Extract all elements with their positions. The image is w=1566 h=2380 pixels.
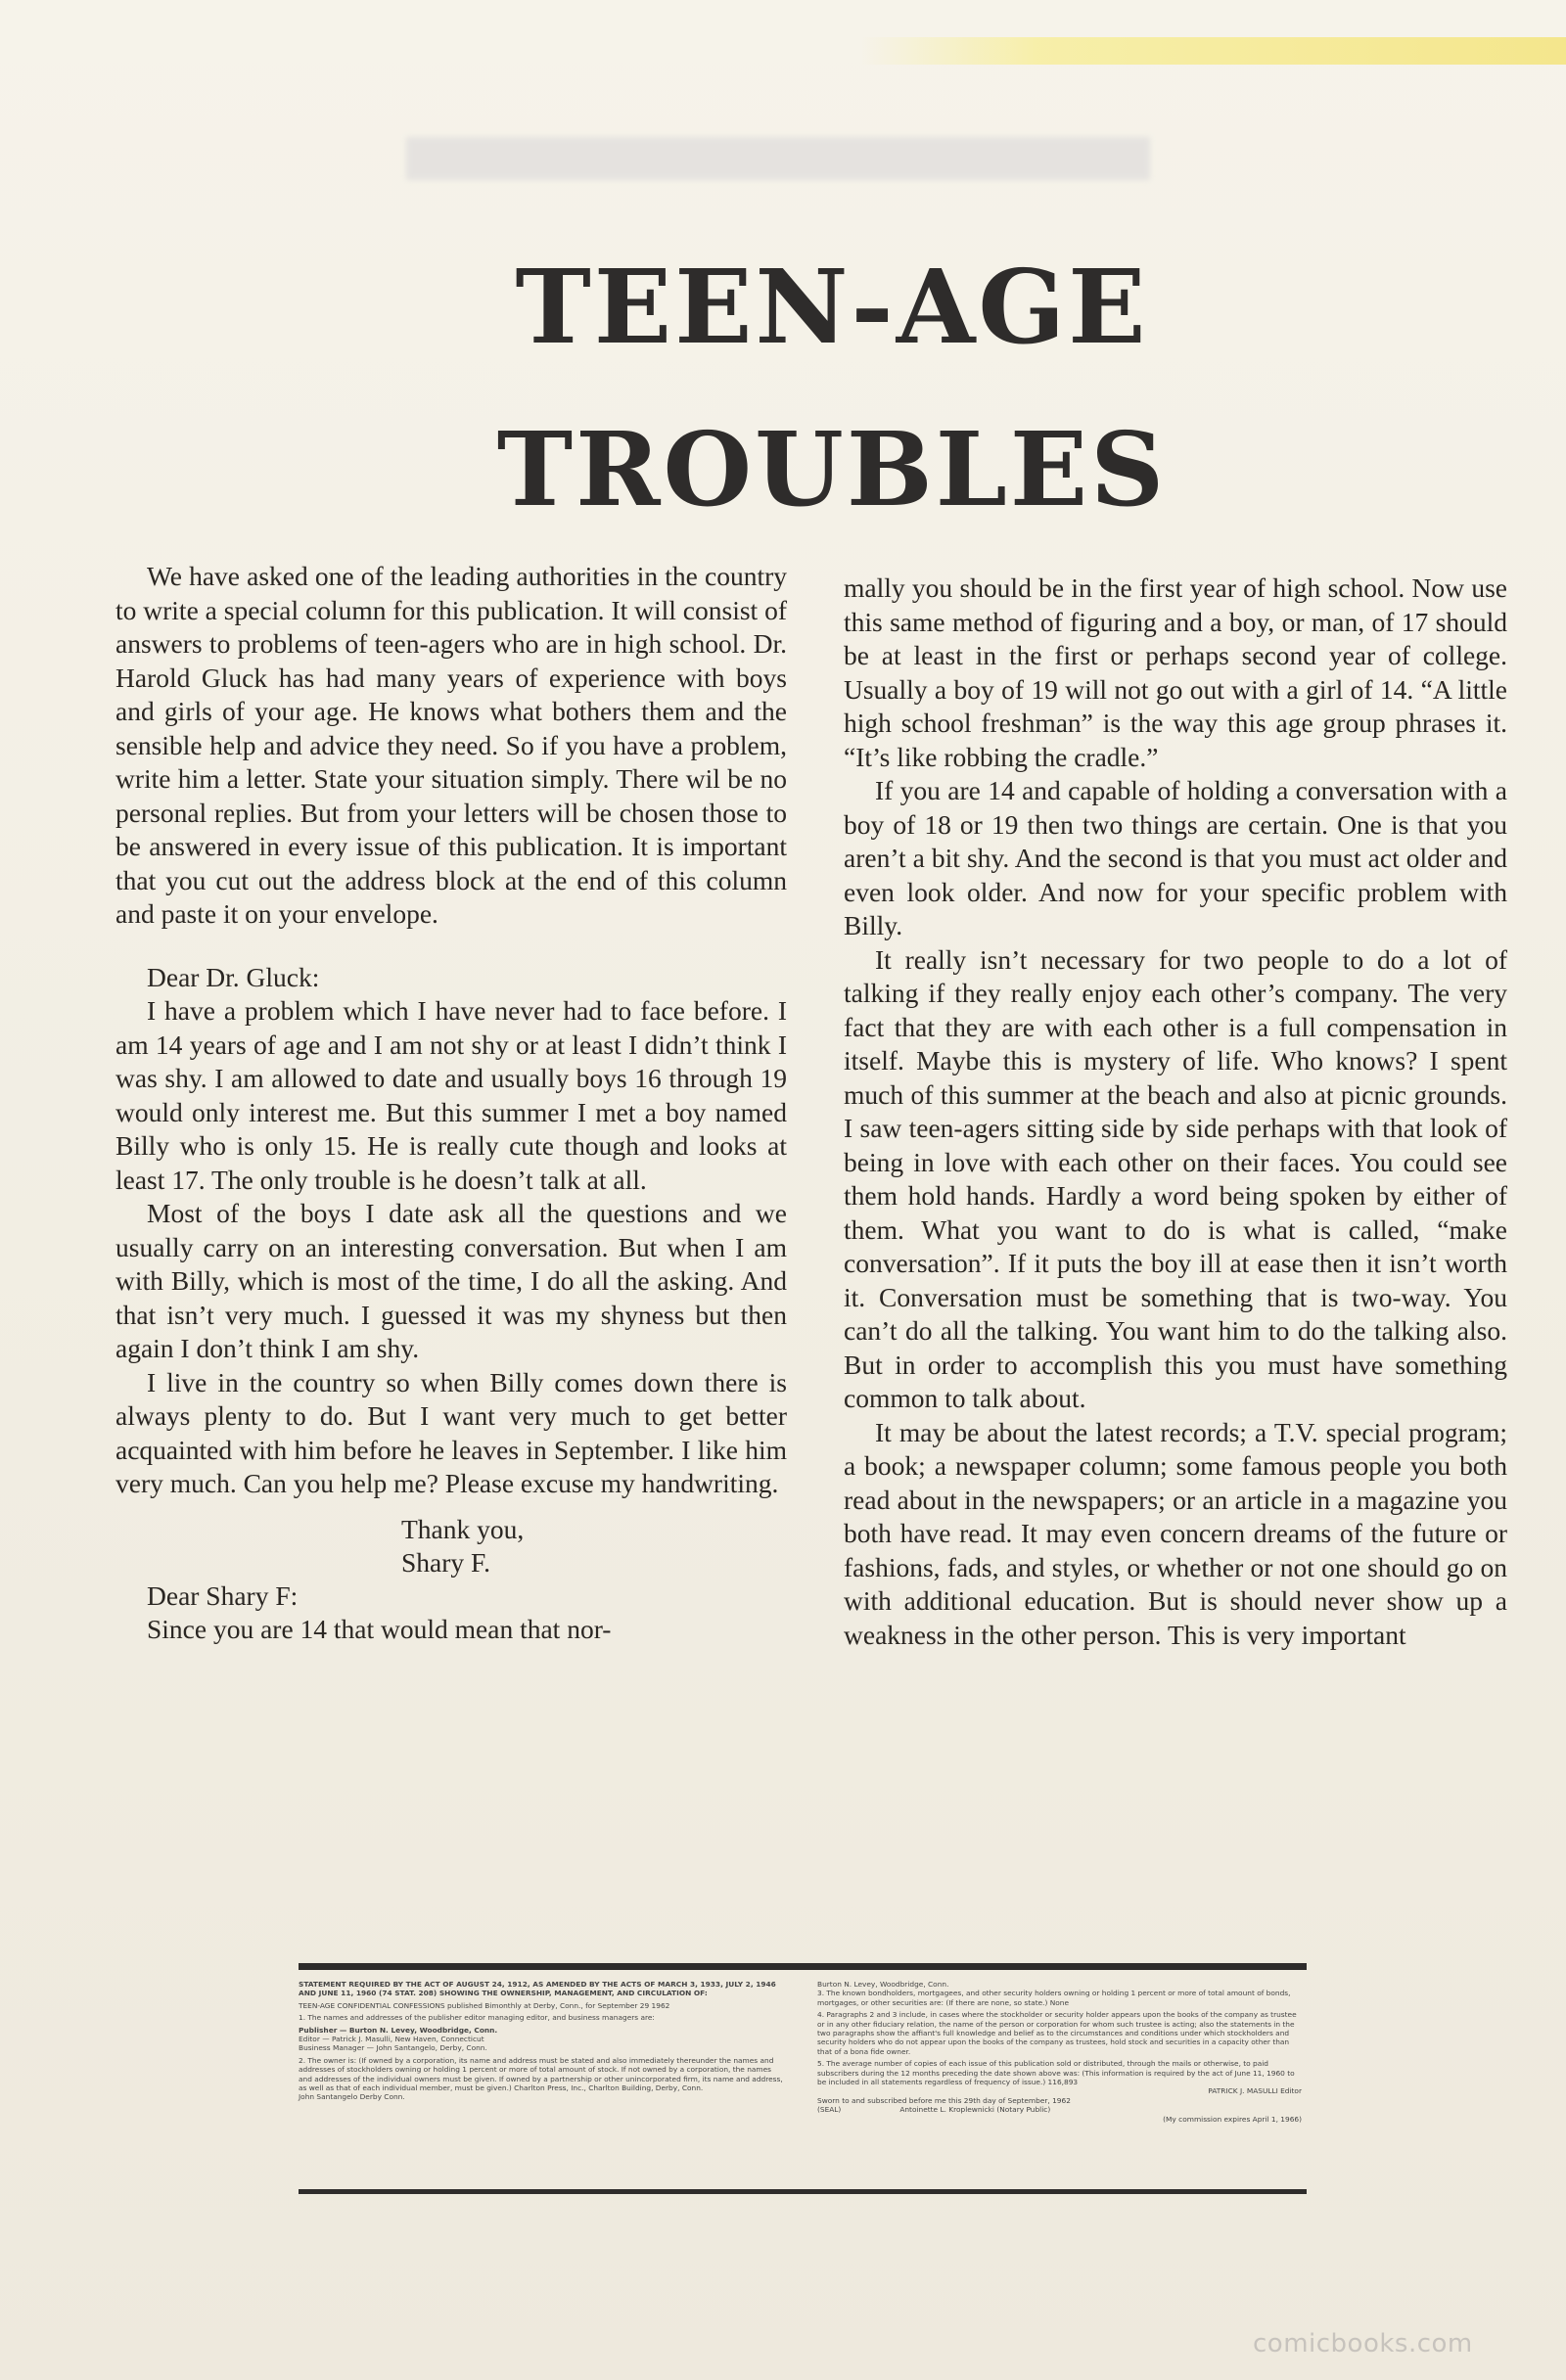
- title-line-1: TEEN-AGE: [515, 247, 1149, 367]
- statement-item-4: 4. Paragraphs 2 and 3 include, in cases where the stockholder or security holder appears upon the books of the company as trustee or in any other fiduciary relation, the name of the person or corporation for whom such trustee is acting; also the statements in the two paragraphs show the affiant's full knowledge and belief as to the circumstances and conditions under which stockholders and security holders who do not appear upon the books of the company as trustees, hold stock and securities in a capacity other than that of a bona fide owner.: [817, 2010, 1297, 2056]
- statement-owner-3: Burton N. Levey, Woodbridge, Conn.: [817, 1980, 949, 1989]
- left-column: [115, 560, 787, 1647]
- yellow-paper-strip: [861, 37, 1566, 65]
- statement-sworn: Sworn to and subscribed before me this 29th day of September, 1962: [817, 2095, 1071, 2105]
- statement-editor: Editor — Patrick J. Masulli, New Haven, Connecticut: [299, 2035, 484, 2044]
- statement-seal: (SEAL): [817, 2105, 842, 2115]
- signoff-thanks: Thank you,: [401, 1513, 525, 1544]
- letter-paragraph-3: I live in the country so when Billy comes down there is always plenty to do. But I want very much to get better acquainted with him before he leaves in September. I like him very much. Can you help me? Please excuse my handwriting.: [115, 1366, 787, 1498]
- statement-item-1: 1. The names and addresses of the publisher editor managing editor, and business managers are:: [299, 2013, 655, 2023]
- statement-notary: Antoinette L. Kroplewnicki (Notary Public): [899, 2105, 1051, 2115]
- reply-paragraph-1: mally you should be in the first year of high school. Now use this same method of figuring and a boy, or man, of 17 should be at least in the first or perhaps second year of college. Usually a boy of 19 will not go out with a girl of 14. “A little high school freshman” is the way this age group phrases it. “It’s like robbing the cradle.”: [844, 572, 1507, 772]
- statement-heading: STATEMENT REQUIRED BY THE ACT OF AUGUST 24, 1912, AS AMENDED BY THE ACTS OF MARCH 3, 1933, JULY 2, 1946 AND JUNE 11, 1960 (74 STAT. 208) SHOWING THE OWNERSHIP, MANAGEMENT, AND CIRCULATION OF:: [299, 1980, 776, 1998]
- letter-paragraph-2: Most of the boys I date ask all the questions and we usually carry on an interesting conversation. But when I am with Billy, which is most of the time, I do all the asking. And that isn’t very much. I guessed it was my shyness but then again I don’t think I am shy.: [115, 1198, 787, 1363]
- show-through-ghost-text: [406, 137, 1150, 180]
- statement-business-manager: Business Manager — John Santangelo, Derby, Conn.: [299, 2043, 487, 2053]
- statement-publisher: Publisher — Burton N. Levey, Woodbridge, Conn.: [299, 2025, 498, 2035]
- right-column: [844, 572, 1507, 1652]
- signoff-name: Shary F.: [401, 1546, 490, 1578]
- reply-paragraph-2: If you are 14 and capable of holding a conversation with a boy of 18 or 19 then two things are certain. One is that you aren’t a bit shy. And the second is that you must act older and even look older. And now for your specific problem with Billy.: [844, 775, 1507, 940]
- statement-owner-2: John Santangelo Derby Conn.: [299, 2092, 405, 2102]
- ownership-statement: [299, 1963, 1307, 2194]
- intro-paragraph: We have asked one of the leading authorities in the country to write a special column for this publication. It will consist of answers to problems of teen-agers who are in high school. Dr. Harold Gluck has had many years of experience with boys and girls of your age. He knows what bothers them and the sensible help and advice they need. So if you have a problem, write him a letter. State your situation simply. There wil be no personal replies. But from your letters will be chosen those to be answered in every issue of this publication. It is important that you cut out the address block at the end of this column and paste it on your envelope.: [115, 561, 787, 929]
- salutation-dr-gluck: Dear Dr. Gluck:: [147, 961, 320, 992]
- statement-item-2: 2. The owner is: (If owned by a corporation, its name and address must be stated and also immediately thereunder the names and addresses of stockholders owning or holding 1 percent or more of total amount of stock. If not owned by a corporation, the names and addresses of the individual owners must be given. If owned by a partnership or other unincorporated firm, its name and address, as well as that of each individual member, must be given.) Charlton Press, Inc., Charlton Building, Derby, Conn.: [299, 2055, 783, 2093]
- reply-paragraph-3: It really isn’t necessary for two people to do a lot of talking if they really enjoy each other’s company. The very fact that they are with each other is a full compensation in itself. Maybe this is mystery of life. Who knows? I spent much of this summer at the beach and also at picnic grounds. I saw teen-agers sitting side by side perhaps with that look of being in love with each other on their faces. You could see them hold hands. Hardly a word being spoken by either of them. What you want to do is what is called, “make conversation”. If it puts the boy ill at ease then it isn’t worth it. Conversation must be something that is two-way. You can’t do all the talking. You want him to do the talking also. But in order to accomplish this you must have something common to talk about.: [844, 943, 1507, 1413]
- salutation-shary: Dear Shary F:: [147, 1579, 299, 1611]
- statement-left-column: [299, 1980, 783, 2105]
- site-watermark: comicbooks.com: [1253, 2329, 1473, 2358]
- statement-commission: (My commission expires April 1, 1966): [1163, 2114, 1302, 2124]
- title-line-2: TROUBLES: [496, 409, 1168, 529]
- statement-signature: PATRICK J. MASULLI Editor: [1208, 2086, 1302, 2096]
- letter-paragraph-1: I have a problem which I have never had to face before. I am 14 years of age and I am not shy or at least I didn’t think I was shy. I am allowed to date and usually boys 16 through 19 would only interest me. But this summer I met a boy named Billy who is only 15. He is really cute though and looks at least 17. The only trouble is he doesn’t talk at all.: [115, 995, 787, 1195]
- statement-item-5: 5. The average number of copies of each issue of this publication sold or distributed, through the mails or otherwise, to paid subscribers during the 12 months preceding the date shown above was: (This information is required by the act of June 11, 1960 to be included in all statements regardless of frequency of issue.) 116,893: [817, 2059, 1295, 2087]
- reply-paragraph-4: It may be about the latest records; a T.V. special program; a book; a newspaper column; some famous people you both read about in the newspapers; or an article in a magazine you both have read. It may even concern dreams of the future or fashions, fads, and styles, or whether or not one should go on with additional education. But is should never show up a weakness in the other person. This is very important: [844, 1416, 1507, 1650]
- statement-publication: TEEN-AGE CONFIDENTIAL CONFESSIONS published Bimonthly at Derby, Conn., for September 29 1962: [299, 2000, 670, 2010]
- reply-start: Since you are 14 that would mean that nor-: [147, 1614, 612, 1644]
- statement-item-3: 3. The known bondholders, mortgagees, and other security holders owning or holding 1 percent or more of total amount of bonds, mortgages, or other securities are: (If there are none, so state.) None: [817, 1989, 1291, 2007]
- statement-right-column: [817, 1980, 1302, 2124]
